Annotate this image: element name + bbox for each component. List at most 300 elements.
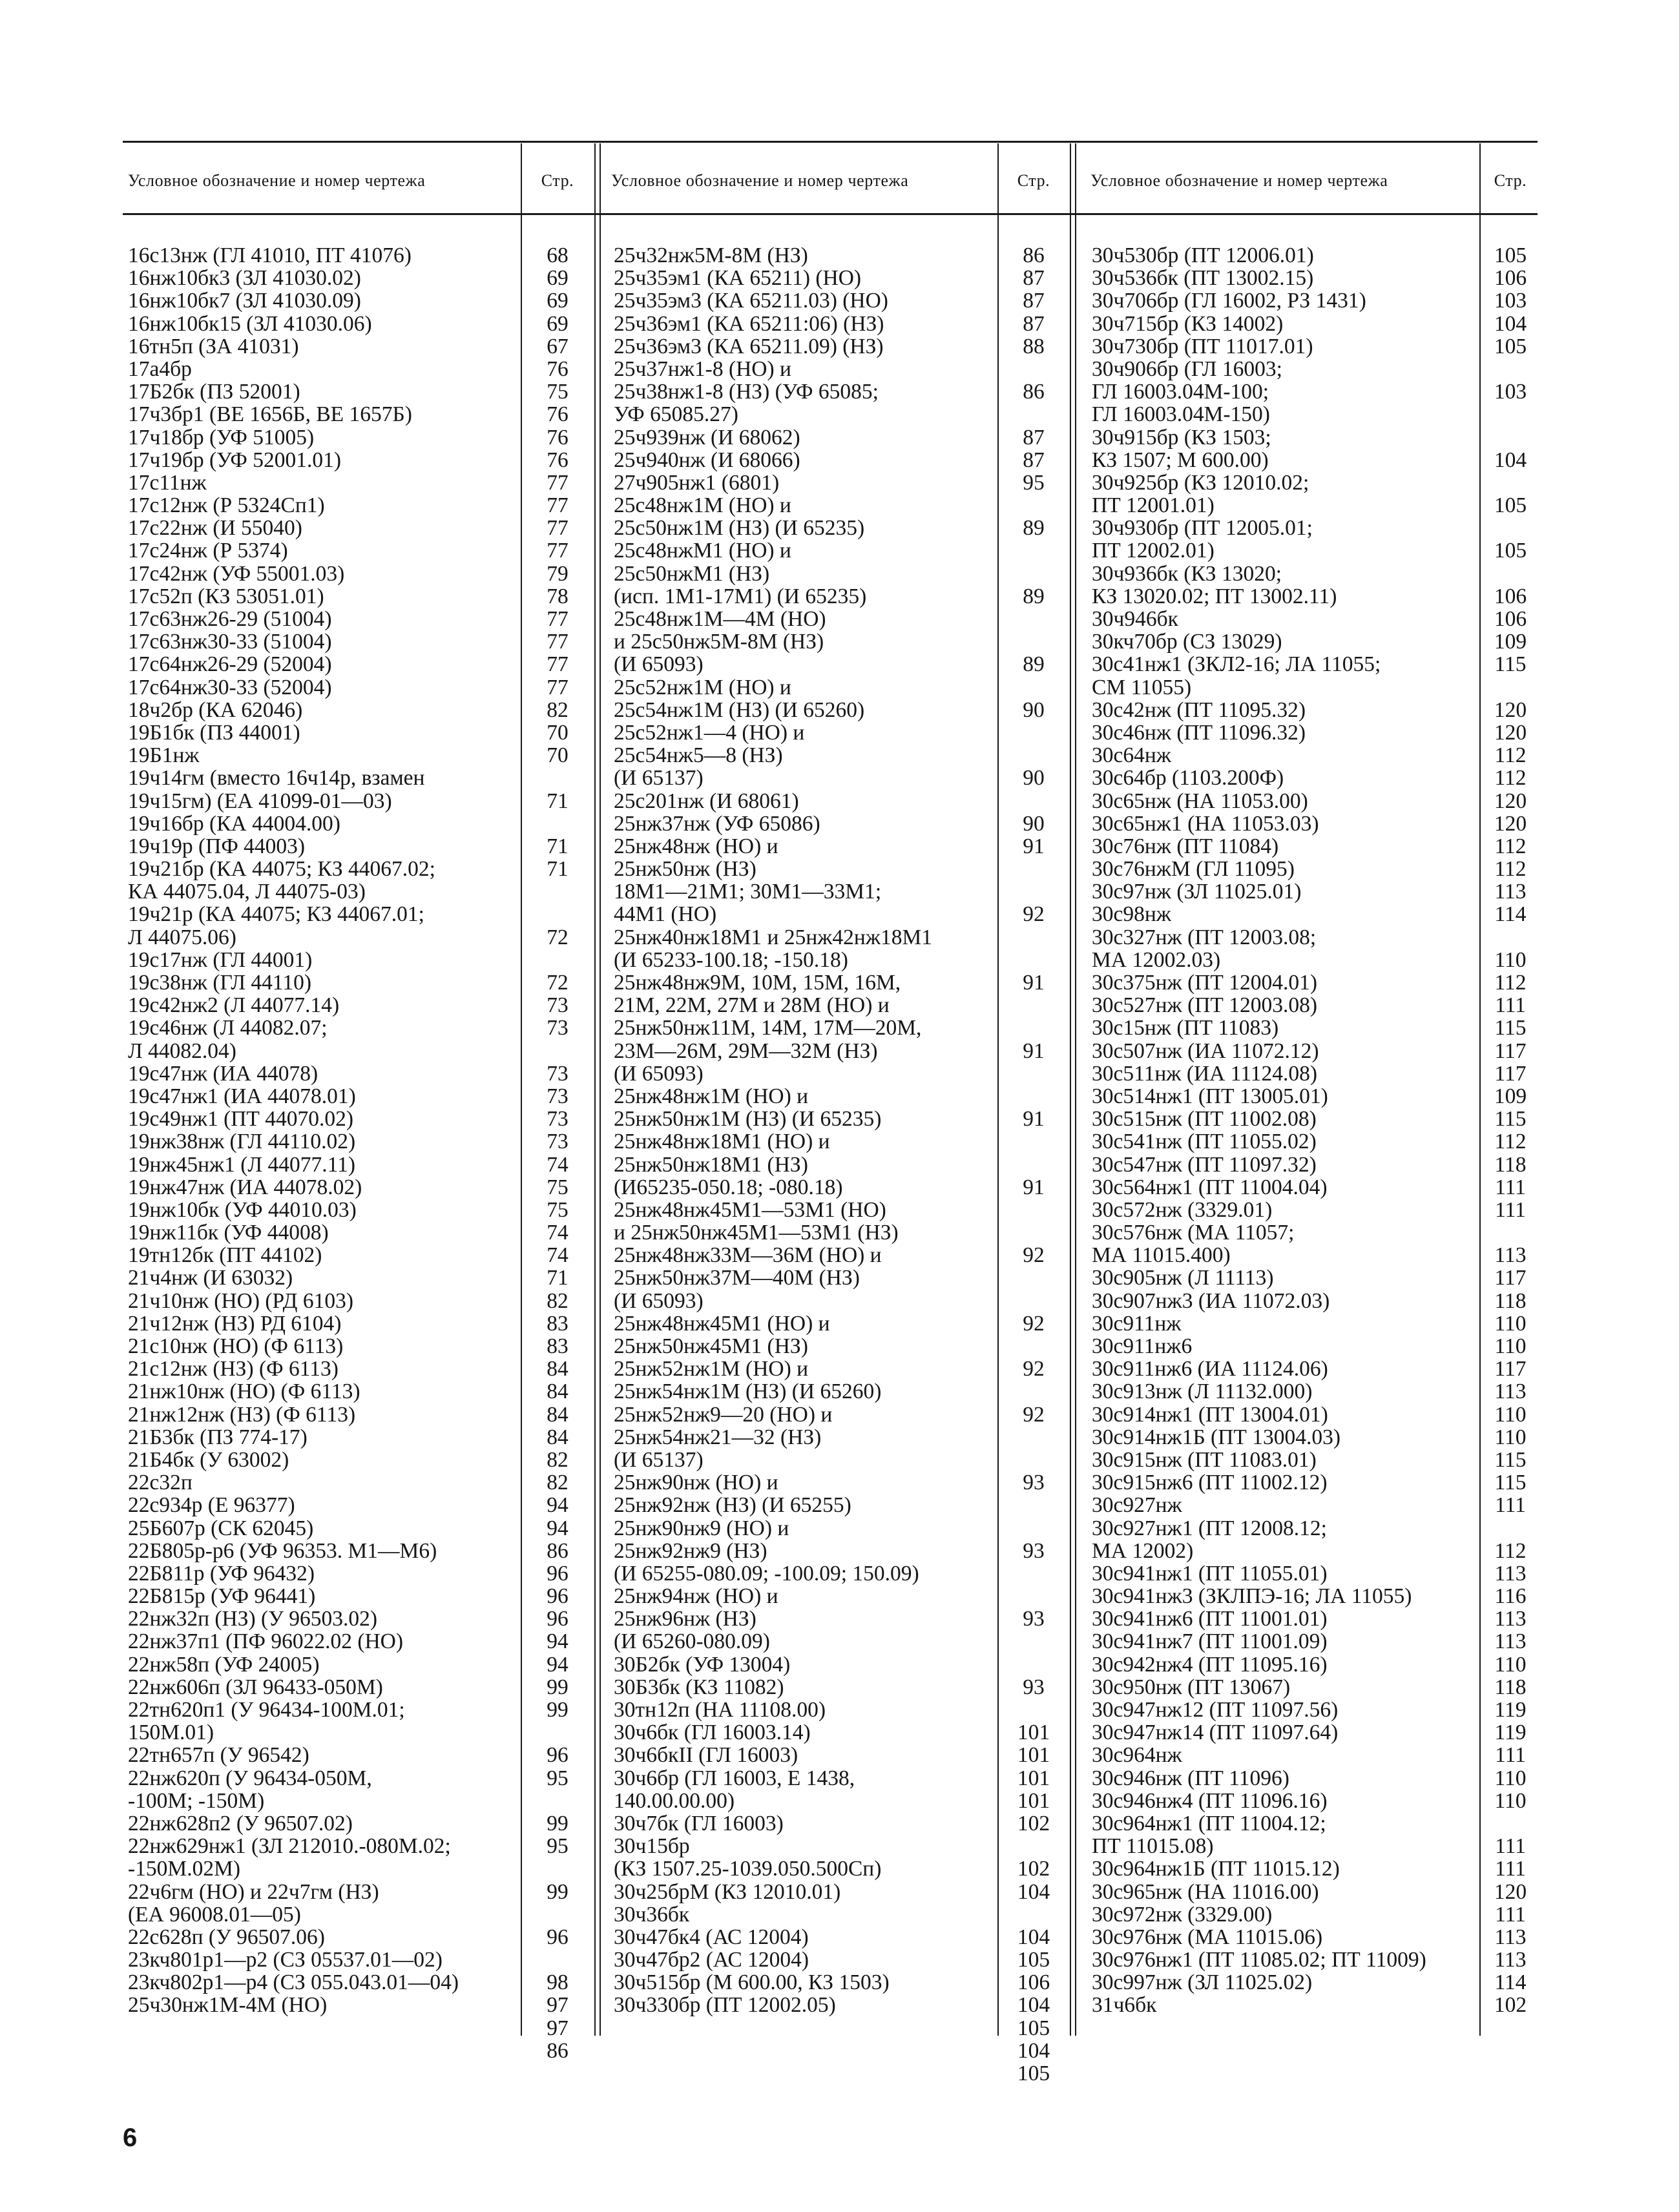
page-ref: 71 [547, 834, 568, 858]
page-ref: 113 [1494, 880, 1527, 904]
page-ref: 97 [547, 1993, 568, 2018]
column-header-page-2: Стр. [1017, 171, 1050, 190]
page-ref: 99 [547, 1811, 568, 1835]
index-entry: Л 44082.04) [128, 1039, 236, 1063]
index-entry: 17Б2бк (ПЗ 52001) [128, 380, 300, 404]
group-divider [594, 143, 596, 2036]
index-entry: 25нж90нж (НО) и [614, 1471, 778, 1495]
page-ref: 96 [547, 1743, 568, 1768]
index-entry: 30ч6бкII (ГЛ 16003) [614, 1743, 798, 1768]
page-ref: 119 [1494, 1721, 1527, 1745]
index-entry: и 25нж50нж45М1—53М1 (НЗ) [614, 1221, 899, 1245]
page-ref: 82 [547, 1447, 568, 1472]
index-entry: 19ч21р (КА 44075; КЗ 44067.01; [128, 902, 424, 927]
page-ref: 111 [1495, 993, 1526, 1018]
index-entry: 30ч930бр (ПТ 12005.01; [1092, 516, 1313, 541]
page-ref [523, 1903, 592, 1926]
page-ref: 89 [1023, 652, 1045, 677]
index-entry: 30с327нж (ПТ 12003.08; [1092, 925, 1317, 949]
index-entry: 25нж48нж45М1—53М1 (НО) [614, 1197, 886, 1222]
index-entry: 140.00.00.00) [614, 1788, 735, 1813]
page-ref: 92 [1023, 1357, 1045, 1381]
index-entry: 27ч905нж1 (6801) [614, 470, 780, 495]
page-ref [1482, 517, 1539, 539]
index-entry: 25ч32нж5М-8М (НЗ) [614, 243, 808, 267]
page-ref: 94 [547, 1516, 568, 1540]
index-entry: 30ч730бр (ПТ 11017.01) [1092, 334, 1313, 358]
index-entry: 30ч36бк [614, 1902, 690, 1927]
index-entry: 19Б1нж [128, 743, 200, 768]
index-entry: 25нж40нж18М1 и 25нж42нж18М1 [614, 925, 933, 949]
index-entry: 17а4бр [128, 357, 192, 381]
index-entry: 30с941нж3 (ЗКЛПЭ-16; ЛА 11055) [1092, 1584, 1412, 1609]
page-ref: 105 [1494, 539, 1527, 563]
page-ref: 93 [1023, 1675, 1045, 1699]
index-entry: (И 65233-100.18; -150.18) [614, 947, 848, 972]
index-entry: ПТ 12001.01) [1092, 493, 1215, 518]
index-entry: 22нж628п2 (У 96507.02) [128, 1811, 353, 1835]
index-entry: 30с914нж1Б (ПТ 13004.03) [1092, 1425, 1341, 1449]
index-entry: 25нж52нж1М (НО) и [614, 1357, 809, 1381]
page-ref: 69 [547, 266, 568, 291]
index-entry: и 25с50нж5М-8М (НЗ) [614, 630, 824, 654]
page-ref [1000, 1290, 1067, 1312]
index-entry: -100М; -150М) [128, 1788, 265, 1813]
index-entry: 30с964нж [1092, 1743, 1182, 1768]
page-ref [1000, 608, 1067, 630]
page-ref: 112 [1494, 766, 1527, 791]
page-ref: 97 [547, 2016, 568, 2040]
group-divider [1075, 143, 1076, 2036]
page-ref: 113 [1494, 1380, 1527, 1404]
page-ref: 83 [547, 1334, 568, 1358]
page-ref [1000, 630, 1067, 653]
index-entry: 21Б4бк (У 63002) [128, 1447, 289, 1472]
page-ref [1000, 949, 1067, 971]
page-ref [1000, 1562, 1067, 1585]
index-entry: МА 11015.400) [1092, 1243, 1231, 1268]
index-entry: 30с41нж1 (ЗКЛ2-16; ЛА 11055; [1092, 652, 1381, 677]
page-ref: 82 [547, 1471, 568, 1495]
index-entry: 17с64нж30-33 (52004) [128, 675, 332, 699]
index-entry: 30Б3бк (КЗ 11082) [614, 1675, 784, 1699]
index-entry: 19ч16бр (КА 44004.00) [128, 811, 340, 836]
index-entry: 22с32п [128, 1471, 193, 1495]
index-entry: 25нж48нж45М1 (НО) и [614, 1311, 830, 1336]
page-ref: 117 [1494, 1357, 1527, 1381]
index-entry: 19с46нж (Л 44082.07; [128, 1016, 328, 1040]
index-entry: 30ч25брМ (КЗ 12010.01) [614, 1879, 841, 1904]
index-entry: (И 65093) [614, 1288, 704, 1313]
page-ref: 106 [1494, 584, 1527, 608]
page-ref: 96 [547, 1561, 568, 1586]
page-ref: 76 [547, 448, 568, 472]
index-entry: 16нж10бк3 (ЗЛ 41030.02) [128, 266, 361, 291]
page-ref: 77 [547, 516, 568, 541]
page-ref: 106 [1017, 1970, 1050, 1995]
index-entry: 30с914нж1 (ПТ 13004.01) [1092, 1402, 1328, 1427]
page-ref [1000, 1517, 1067, 1540]
index-entry: 16тн5п (ЗА 41031) [128, 334, 299, 358]
index-entry: 30с911нж [1092, 1311, 1182, 1336]
page-ref: 82 [547, 698, 568, 722]
index-entry: 30с42нж (ПТ 11095.32) [1092, 698, 1306, 722]
page-ref: 114 [1494, 902, 1527, 927]
index-entry: 30с927нж1 (ПТ 12008.12; [1092, 1516, 1327, 1540]
index-entry: 30ч946бк [1092, 607, 1178, 631]
index-entry: 30с572нж (3329.01) [1092, 1197, 1273, 1222]
index-entry: 19нж11бк (УФ 44008) [128, 1221, 329, 1245]
page-ref [523, 1721, 592, 1744]
page-ref [1000, 858, 1067, 880]
page-ref: 105 [1494, 493, 1527, 518]
index-entry: 22ч6гм (НО) и 22ч7гм (НЗ) [128, 1879, 379, 1904]
index-entry: 25нж54нж1М (НЗ) (И 65260) [614, 1380, 882, 1404]
index-entry: 30с964нж1Б (ПТ 11015.12) [1092, 1857, 1340, 1881]
page-ref: 87 [1023, 266, 1045, 291]
index-entry: 19ч14гм (вместо 16ч14р, взамен [128, 766, 425, 791]
index-entry: 30с576нж (МА 11057; [1092, 1221, 1295, 1245]
index-entry: 30с946нж4 (ПТ 11096.16) [1092, 1788, 1328, 1813]
index-entry: 25с52нж1М (НО) и [614, 675, 791, 699]
page-ref [1000, 994, 1067, 1017]
index-entry: 30ч330бр (ПТ 12002.05) [614, 1993, 836, 2018]
index-entry: КЗ 1507; М 600.00) [1092, 448, 1269, 472]
page-ref: 73 [547, 1016, 568, 1040]
page-ref: 115 [1494, 1471, 1527, 1495]
index-entry: 17с63нж30-33 (51004) [128, 630, 332, 654]
index-entry: МА 12002) [1092, 1538, 1194, 1563]
page-ref: 93 [1023, 1607, 1045, 1631]
page-ref [1000, 1835, 1067, 1857]
index-entry: 25нж54нж21—32 (НЗ) [614, 1425, 822, 1449]
index-entry: 17с42нж (УФ 55001.03) [128, 561, 345, 586]
index-entry: 18ч2бр (КА 62046) [128, 698, 303, 722]
page-ref: 78 [547, 584, 568, 608]
page-ref: 69 [547, 289, 568, 313]
index-entry: 19ч15гм) (ЕА 41099-01—03) [128, 789, 392, 813]
index-entry: 17с22нж (И 55040) [128, 516, 302, 541]
index-entry: 25нж90нж9 (НО) и [614, 1516, 789, 1540]
page-ref: 95 [547, 1834, 568, 1859]
page-ref: 76 [547, 402, 568, 427]
index-entry: 30с950нж (ПТ 13067) [1092, 1675, 1291, 1699]
index-entry: (исп. 1М1-17М1) (И 65235) [614, 584, 867, 608]
page-ref: 115 [1494, 1447, 1527, 1472]
group-divider [1070, 143, 1071, 2036]
page-ref: 99 [547, 1879, 568, 1904]
index-entry: 21ч10нж (НО) (РД 6103) [128, 1288, 354, 1313]
page-ref: 113 [1494, 1925, 1527, 1949]
page-ref: 116 [1494, 1584, 1527, 1609]
page-ref: 86 [547, 1538, 568, 1563]
index-entry: 25нж48нж1М (НО) и [614, 1084, 809, 1108]
index-entry: 30с64бр (1103.200Ф) [1092, 766, 1284, 791]
page-ref [1000, 494, 1067, 517]
page-ref: 90 [1023, 766, 1045, 791]
index-entry: 30с65нж (НА 11053.00) [1092, 789, 1308, 813]
page-ref [1482, 563, 1539, 585]
group-divider [600, 143, 601, 2036]
index-entry: 21нж12нж (НЗ) (Ф 6113) [128, 1402, 356, 1427]
page-ref: 73 [547, 1130, 568, 1154]
page-ref: 112 [1494, 1130, 1527, 1154]
page-ref: 120 [1494, 811, 1527, 836]
index-entry: 25нж96нж (НЗ) [614, 1607, 756, 1631]
page-ref: 76 [547, 425, 568, 450]
page-ref: 87 [1023, 425, 1045, 450]
page-ref [1000, 1266, 1067, 1289]
page-ref [523, 767, 592, 789]
index-entry: 25нж50нж11М, 14М, 17М—20М, [614, 1016, 922, 1040]
page-ref: 117 [1494, 1061, 1527, 1086]
page-ref: 102 [1494, 1993, 1527, 2018]
page-ref [1482, 1221, 1539, 1244]
page-ref [1482, 1517, 1539, 1540]
index-entry: 25нж37нж (УФ 65086) [614, 811, 820, 836]
index-entry: 25нж50нж37М—40М (НЗ) [614, 1266, 860, 1290]
page-ref: 98 [547, 1970, 568, 1995]
index-entry: 16нж10бк15 (ЗЛ 41030.06) [128, 311, 372, 336]
page-ref [1000, 1153, 1067, 1176]
index-entry: 22нж37п1 (ПФ 96022.02 (НО) [128, 1629, 404, 1654]
index-entry: 25с48нжМ1 (НО) и [614, 539, 791, 563]
page-ref [1000, 403, 1067, 426]
page-ref: 104 [1494, 311, 1527, 336]
page-ref [1482, 403, 1539, 426]
page-ref: 104 [1017, 1925, 1050, 1949]
page-ref: 77 [547, 607, 568, 631]
page-ref: 75 [547, 380, 568, 404]
page-ref: 96 [547, 1925, 568, 1949]
page-ref: 89 [1023, 516, 1045, 541]
index-entry: 25нж50нж (НЗ) [614, 857, 756, 882]
index-entry: 30ч536бк (ПТ 13002.15) [1092, 266, 1314, 291]
index-entry: 30с98нж [1092, 902, 1171, 927]
index-entry: 17ч3бр1 (ВЕ 1656Б, ВЕ 1657Б) [128, 402, 412, 427]
page-ref: 91 [1023, 834, 1045, 858]
page-ref: 110 [1494, 1652, 1527, 1677]
index-entry: 22нж606п (ЗЛ 96433-050М) [128, 1675, 383, 1699]
index-entry: КА 44075.04, Л 44075-03) [128, 880, 366, 904]
index-entry: 25с50нжМ1 (НЗ) [614, 561, 770, 586]
index-entry: 19ч21бр (КА 44075; КЗ 44067.02; [128, 857, 435, 882]
page-ref: 109 [1494, 1084, 1527, 1108]
index-entry: 21с10нж (НО) (Ф 6113) [128, 1334, 344, 1358]
index-entry: 30с911нж6 [1092, 1334, 1193, 1358]
page-ref: 86 [547, 2038, 568, 2063]
page-ref: 118 [1494, 1152, 1527, 1177]
page-ref: 99 [547, 1675, 568, 1699]
index-entry: 30с976нж (МА 11015.06) [1092, 1925, 1323, 1949]
index-entry: (И 65137) [614, 1447, 704, 1472]
index-entry: 22Б805р-р6 (УФ 96353. М1—М6) [128, 1538, 437, 1563]
page-ref: 111 [1495, 1902, 1526, 1927]
index-entry: 25нж92нж9 (НЗ) [614, 1538, 767, 1563]
page-ref [523, 1948, 592, 1971]
page-ref: 89 [1023, 584, 1045, 608]
page-ref: 84 [547, 1380, 568, 1404]
page-ref: 94 [547, 1652, 568, 1677]
page-ref: 92 [1023, 1243, 1045, 1268]
page-ref: 71 [547, 1266, 568, 1290]
page-ref: 88 [1023, 334, 1045, 358]
index-entry: 25нж48нж9М, 10М, 15М, 16М, [614, 971, 901, 995]
page-ref: 77 [547, 675, 568, 699]
page-ref: 117 [1494, 1039, 1527, 1063]
page-ref: 113 [1494, 1561, 1527, 1586]
index-entry: 30с514нж1 (ПТ 13005.01) [1092, 1084, 1328, 1108]
page-ref: 105 [1494, 243, 1527, 267]
index-entry: 19с17нж (ГЛ 44001) [128, 947, 313, 972]
index-entry: (ЕА 96008.01—05) [128, 1902, 301, 1927]
index-entry: 25ч36эм3 (КА 65211.09) (НЗ) [614, 334, 884, 358]
page-ref: 112 [1494, 857, 1527, 882]
page-ref: 87 [1023, 311, 1045, 336]
page-ref: 99 [547, 1698, 568, 1722]
page-ref: 105 [1494, 334, 1527, 358]
page-ref: 110 [1494, 1425, 1527, 1449]
page-ref [523, 880, 592, 903]
page-ref: 96 [547, 1607, 568, 1631]
page-ref: 73 [547, 1084, 568, 1108]
index-entry: 30с927нж [1092, 1493, 1182, 1518]
page-ref: 102 [1017, 1811, 1050, 1835]
index-entry: ГЛ 16003.04М-150) [1092, 402, 1270, 427]
page-ref: 84 [547, 1357, 568, 1381]
index-entry: 30с527нж (ПТ 12003.08) [1092, 993, 1318, 1018]
page-ref: 95 [1023, 470, 1045, 495]
index-entry: 30с905нж (Л 11113) [1092, 1266, 1274, 1290]
index-entry: 30Б2бк (УФ 13004) [614, 1652, 791, 1677]
page-ref [1000, 1221, 1067, 1244]
page-ref: 120 [1494, 720, 1527, 745]
page-ref: 101 [1017, 1721, 1050, 1745]
index-entry: 23М—26М, 29М—32М (НЗ) [614, 1039, 878, 1063]
page-ref: 118 [1494, 1288, 1527, 1313]
page-ref: 77 [547, 630, 568, 654]
page-ref: 113 [1494, 1243, 1527, 1268]
index-entry: 17с63нж26-29 (51004) [128, 607, 332, 631]
index-entry: 30ч7бк (ГЛ 16003) [614, 1811, 784, 1835]
index-entry: 17с12нж (Р 5324Сп1) [128, 493, 325, 518]
index-entry: 30тн12п (НА 11108.00) [614, 1698, 826, 1722]
column-header-page-3: Стр. [1494, 171, 1527, 190]
page-ref: 72 [547, 971, 568, 995]
page-ref: 91 [1023, 1175, 1045, 1199]
index-entry: СМ 11055) [1092, 675, 1192, 699]
index-entry: 22Б811р (УФ 96432) [128, 1561, 315, 1586]
column-divider [997, 143, 999, 2036]
page-ref: 111 [1495, 1493, 1526, 1518]
page-ref: 111 [1495, 1743, 1526, 1768]
page-ref: 73 [547, 993, 568, 1018]
page-ref: 91 [1023, 971, 1045, 995]
index-entry: 25ч30нж1М-4М (НО) [128, 1993, 328, 2018]
index-entry: 25нж52нж9—20 (НО) и [614, 1402, 833, 1427]
page-ref [523, 1790, 592, 1812]
page-ref: 90 [1023, 698, 1045, 722]
page-ref: 92 [1023, 1311, 1045, 1336]
index-entry: 19нж10бк (УФ 44010.03) [128, 1197, 357, 1222]
page-ref: 87 [1023, 448, 1045, 472]
index-entry: 25с48нж1М—4М (НО) [614, 607, 826, 631]
page-ref: 68 [547, 243, 568, 267]
column-divider [521, 143, 522, 2036]
page-ref [1000, 1130, 1067, 1153]
index-entry: 19нж47нж (ИА 44078.02) [128, 1175, 362, 1199]
index-entry: 25нж50нж18М1 (НЗ) [614, 1152, 808, 1177]
index-entry: 30с64нж [1092, 743, 1171, 768]
page-ref [1000, 1199, 1067, 1221]
header-rule [123, 213, 1538, 215]
index-entry: 30с947нж12 (ПТ 11097.56) [1092, 1698, 1339, 1722]
page-ref: 115 [1494, 1016, 1527, 1040]
index-entry: 25ч940нж (И 68066) [614, 448, 800, 472]
index-entry: 22нж58п (УФ 24005) [128, 1652, 320, 1677]
page-ref: 93 [1023, 1538, 1045, 1563]
page-ref [1482, 426, 1539, 449]
page-ref: 102 [1017, 1857, 1050, 1881]
page-ref: 113 [1494, 1629, 1527, 1654]
index-entry: ПТ 12002.01) [1092, 539, 1215, 563]
page-ref: 91 [1023, 1107, 1045, 1132]
page-ref: 103 [1494, 289, 1527, 313]
page-ref: 110 [1494, 1766, 1527, 1790]
page-ref: 91 [1023, 1039, 1045, 1063]
index-entry: 22нж32п (НЗ) (У 96503.02) [128, 1607, 378, 1631]
page-ref [1000, 1494, 1067, 1516]
index-entry: 22тн620п1 (У 96434-100М.01; [128, 1698, 405, 1722]
index-entry: 30ч715бр (КЗ 14002) [1092, 311, 1284, 336]
page-ref: 77 [547, 652, 568, 677]
page-ref: 90 [1023, 811, 1045, 836]
index-entry: МА 12002.03) [1092, 947, 1221, 972]
page-ref [523, 812, 592, 835]
index-entry: Л 44075.06) [128, 925, 236, 949]
index-entry: 44М1 (НО) [614, 902, 717, 927]
index-entry: 30с946нж (ПТ 11096) [1092, 1766, 1289, 1790]
index-entry: 30ч6бк (ГЛ 16003.14) [614, 1721, 811, 1745]
page-ref [523, 1857, 592, 1880]
index-entry: (И 65137) [614, 766, 704, 791]
page-ref: 74 [547, 1243, 568, 1268]
page-ref: 106 [1494, 607, 1527, 631]
page-ref: 92 [1023, 902, 1045, 927]
page-ref: 74 [547, 1221, 568, 1245]
page-number: 6 [123, 2124, 138, 2152]
page-ref: 71 [547, 857, 568, 882]
page-ref: 76 [547, 357, 568, 381]
index-entry: 30ч47бк4 (АС 12004) [614, 1925, 809, 1949]
index-entry: 17ч19бр (УФ 52001.01) [128, 448, 342, 472]
page-ref: 69 [547, 311, 568, 336]
index-entry: КЗ 13020.02; ПТ 13002.11) [1092, 584, 1337, 608]
index-entry: 25ч35эм3 (КА 65211.03) (НО) [614, 289, 888, 313]
index-entry: 30с515нж (ПТ 11002.08) [1092, 1107, 1317, 1132]
index-entry: 22нж620п (У 96434-050М, [128, 1766, 372, 1790]
page-ref: 87 [1023, 289, 1045, 313]
column-divider [1479, 143, 1481, 2036]
page-ref [1482, 926, 1539, 949]
page-ref [1000, 1380, 1067, 1403]
index-entry: 30с915нж (ПТ 11083.01) [1092, 1447, 1317, 1472]
index-entry: 25нж48нж18М1 (НО) и [614, 1130, 830, 1154]
index-entry: 30ч915бр (КЗ 1503; [1092, 425, 1271, 450]
page-ref [1482, 358, 1539, 380]
index-entry: ГЛ 16003.04М-100; [1092, 380, 1269, 404]
index-entry: -150М.02М) [128, 1857, 241, 1881]
